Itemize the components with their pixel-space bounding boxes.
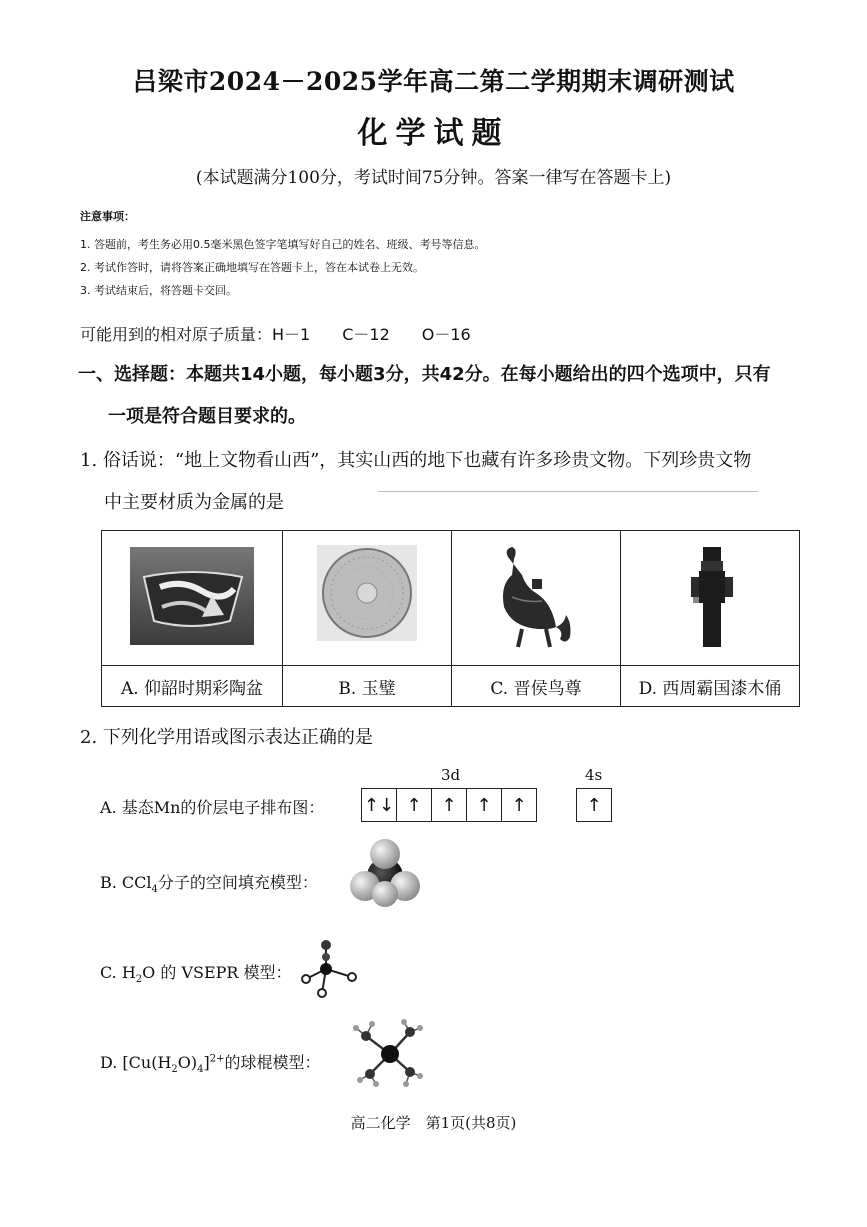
superscript: 2+ [209, 1053, 225, 1065]
option-d-caption: D. 西周霸国漆木俑 [621, 666, 800, 707]
orbital-box: ↑ [501, 788, 537, 822]
section-heading-cont: 一项是符合题目要求的。 [108, 406, 306, 427]
question-1-stem: 1. 俗话说：“地上文物看山西”，其实山西的地下也藏有许多珍贵文物。下列珍贵文物 [80, 450, 752, 471]
orbital-label-4s: 4s [585, 766, 603, 784]
option-d-text-cont: 的球棍模型： [224, 1053, 321, 1072]
orbital-box: ↑ [466, 788, 502, 822]
section-heading: 一、选择题：本题共14小题，每小题3分，共42分。在每小题给出的四个选项中，只有 [78, 364, 771, 385]
option-c-caption: C. 晋侯鸟尊 [452, 666, 621, 707]
exam-title: 吕梁市2024－2025学年高二第二学期期末调研测试 [132, 67, 735, 96]
option-b [100, 870, 318, 895]
relic-image-lacquer-figure [621, 531, 800, 666]
orbital-diagram-3d [362, 788, 537, 820]
page-footer: 高二化学 第1页(共8页) [350, 1114, 517, 1132]
orbital-box: ↑↓ [361, 788, 397, 822]
notes-heading: 注意事项： [80, 210, 135, 223]
atomic-masses: 可能用到的相对原子质量：H－1 C－12 O－16 [80, 325, 471, 344]
option-a: A. 基态Mn的价层电子排布图： [100, 798, 325, 817]
relic-image-jade-disc [283, 531, 452, 666]
option-b-text: B. CCl [100, 873, 152, 892]
note-item: 1. 答题前，考生务必用0.5毫米黑色签字笔填写好自己的姓名、班级、考号等信息。 [80, 238, 486, 251]
subscript: 2 [171, 1064, 178, 1076]
relics-table [101, 530, 800, 707]
subscript: 2 [135, 974, 143, 986]
exam-subtitle: (本试题满分100分，考试时间75分钟。答案一律写在答题卡上) [195, 168, 672, 188]
option-d [100, 1050, 321, 1075]
question-1-stem-cont: 中主要材质为金属的是 [104, 492, 284, 513]
subscript: 4 [151, 884, 158, 896]
option-a-caption: A. 仰韶时期彩陶盆 [102, 666, 283, 707]
ccl4-space-filling-model [350, 838, 420, 910]
note-item: 2. 考试作答时，请将答案正确地填写在答题卡上，答在本试卷上无效。 [80, 261, 424, 274]
orbital-box: ↑ [396, 788, 432, 822]
orbital-box: ↑ [431, 788, 467, 822]
note-item: 3. 考试结束后，将答题卡交回。 [80, 284, 237, 297]
option-d-text: D. [Cu(H [100, 1053, 172, 1072]
option-b-text-cont: 分子的空间填充模型： [157, 873, 318, 892]
option-d-text-close: ] [203, 1053, 210, 1072]
h2o-vsepr-model [296, 935, 362, 1001]
subscript: 4 [197, 1064, 204, 1076]
orbital-label-3d: 3d [441, 766, 461, 784]
option-d-text-mid: O) [177, 1053, 198, 1072]
option-c-text-cont: O 的 VSEPR 模型： [142, 963, 292, 982]
faint-rule [378, 491, 758, 492]
cu-h2o4-ball-stick-model [346, 1018, 426, 1088]
option-b-caption: B. 玉璧 [283, 666, 452, 707]
option-c-text: C. H [100, 963, 136, 982]
question-2-stem: 2. 下列化学用语或图示表达正确的是 [80, 727, 373, 748]
option-c [100, 960, 292, 985]
relic-image-bird-zun [452, 531, 621, 666]
relic-image-pottery-basin [102, 531, 283, 666]
orbital-box-4s: ↑ [576, 788, 612, 822]
subject-title: 化学试题 [357, 116, 510, 151]
